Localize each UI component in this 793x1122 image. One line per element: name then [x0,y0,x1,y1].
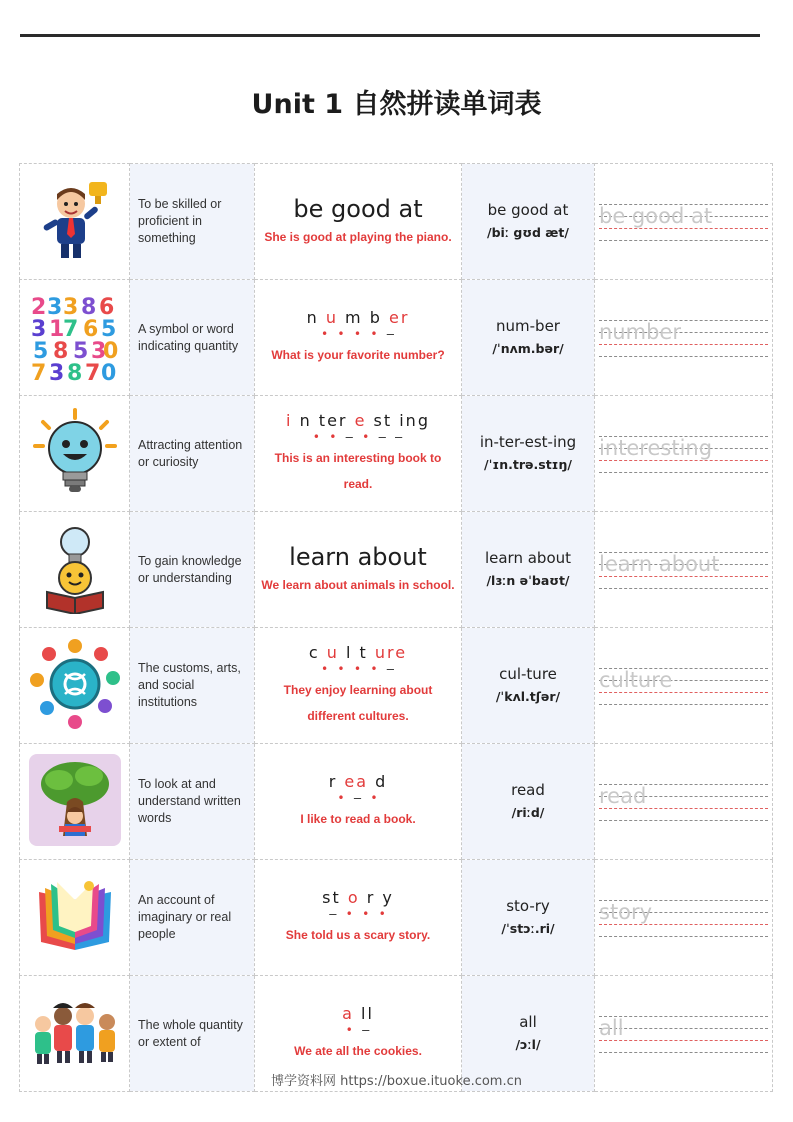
tracing-lines [595,164,772,279]
tracing-cell [595,512,773,628]
svg-text:3: 3 [48,360,64,382]
syllable-cell [462,512,595,628]
word-segment: y [375,887,394,907]
example-sentence: They enjoy learning about different cultures. [283,682,433,723]
tracing-word: learn about [599,552,720,576]
short-sound-mark: • [320,326,330,341]
word-row [20,280,773,396]
syllable-split: sto-ry [506,896,550,915]
phonics-word [255,411,461,431]
guide-line [599,576,768,577]
ipa-transcription: /biː gʊd æt/ [487,224,569,240]
kids-group-icon [29,986,121,1078]
definition-cell [130,396,255,512]
word-segment: b [362,307,382,327]
ipa-transcription: /ˈstɔː.ri/ [501,920,555,936]
guide-line [599,356,768,357]
syllable-cell [462,164,595,280]
guide-line [599,1016,768,1017]
ipa-transcription: /ˈkʌl.tʃər/ [495,688,561,704]
tracing-word: number [599,320,681,344]
trophy-man-icon [29,174,121,266]
definition-cell [130,512,255,628]
tracing-lines [595,396,772,511]
svg-text:3: 3 [30,316,46,342]
syllable-cell [462,396,595,512]
word-segment: st [322,887,341,907]
tracing-lines [595,628,772,743]
picture-cell [20,164,130,280]
footer-watermark: 博学资料网 https://boxue.ituoke.com.cn [271,1074,522,1089]
svg-text:8: 8 [52,338,68,364]
page-title: Unit 1 自然拼读单词表 [251,89,542,120]
ipa-transcription: /lɜːn əˈbaʊt/ [486,572,570,588]
short-sound-mark: • [329,326,346,341]
svg-text:5: 5 [72,338,88,364]
example-sentence: She is good at playing the piano. [264,229,452,244]
guide-line [599,808,768,809]
phonics-word [255,643,461,663]
tracing-lines [595,860,772,975]
short-sound-mark: • [320,661,330,676]
numbers-icon [29,290,121,382]
word-segment: t [352,642,368,662]
lightbulb-face-icon [29,406,121,498]
ipa-transcription: /riːd/ [511,804,545,820]
word-segment: st [366,410,393,430]
syllable-split: cul-ture [499,664,557,683]
phonics-word [255,542,461,572]
short-sound-mark: • [370,906,387,921]
example-sentence: We learn about animals in school. [261,577,455,592]
definition-cell [130,628,255,744]
guide-line [599,1052,768,1053]
tracing-word: read [599,784,647,808]
short-sound-mark: • [353,429,371,444]
guide-line [599,1040,768,1041]
svg-text:0: 0 [102,338,118,364]
short-sound-mark: • [345,1022,354,1037]
word-segment: l [338,642,353,662]
short-sound-mark: • [345,326,363,341]
svg-text:0: 0 [100,360,116,382]
short-sound-mark: • [312,429,321,444]
phonics-marks [255,431,461,445]
phonics-marks [255,908,461,922]
word-segment: c [308,642,320,662]
word-row [20,164,773,280]
phonics-marks [255,328,461,342]
word-segment: ing [392,410,430,430]
short-sound-mark: • [362,326,379,341]
word-segment: n [292,410,312,430]
guide-line [599,588,768,589]
word-segment: ter [311,410,348,430]
short-sound-mark: • [329,661,346,676]
definition-cell [130,744,255,860]
long-sound-mark: — [386,429,404,444]
word-segment: learn about [289,542,427,571]
tracing-word: interesting [599,436,713,460]
phonics-word [255,1004,461,1024]
word-segment: er [381,307,410,327]
bulb-reading-icon [29,522,121,614]
syllable-cell [462,744,595,860]
short-sound-mark: • [320,429,338,444]
short-sound-mark: • [362,790,379,805]
svg-text:6: 6 [98,294,114,320]
example-sentence: I like to read a book. [300,811,416,826]
svg-text:3: 3 [90,338,106,364]
guide-line [599,820,768,821]
syllable-split: num-ber [496,316,560,335]
phonics-marks [255,1024,461,1038]
definition-text: To gain knowledge or understanding [138,553,242,585]
definition-cell [130,860,255,976]
word-cell [255,860,462,976]
guide-line [599,228,768,229]
word-segment: e [347,410,367,430]
svg-text:7: 7 [84,360,100,382]
definition-text: To look at and understand written words [138,777,241,825]
svg-text:6: 6 [82,316,98,342]
tracing-cell [595,744,773,860]
syllable-split: read [511,780,545,799]
word-segment: d [368,771,388,791]
guide-line [599,472,768,473]
word-segment: i [286,410,293,430]
word-cell [255,512,462,628]
syllable-cell [462,628,595,744]
word-segment: a [342,1003,354,1023]
guide-line [599,1028,768,1029]
tree-reader-icon [29,754,121,846]
svg-text:1: 1 [48,316,64,342]
example-sentence: We ate all the cookies. [294,1043,422,1058]
word-segment: u [318,307,338,327]
definition-text: The whole quantity or extent of [138,1017,243,1049]
picture-cell [20,280,130,396]
picture-cell [20,860,130,976]
long-sound-mark: — [370,429,387,444]
word-row [20,396,773,512]
short-sound-mark: • [362,661,379,676]
svg-text:5: 5 [100,316,116,342]
phonics-word [255,308,461,328]
svg-text:3: 3 [62,294,78,320]
tracing-lines [595,512,772,627]
phonics-marks [255,663,461,677]
guide-line [599,936,768,937]
picture-cell [20,396,130,512]
syllable-split: in-ter-est-ing [479,432,577,451]
definition-cell [130,164,255,280]
word-segment: r [359,887,376,907]
word-segment: ea [337,771,369,791]
short-sound-mark: • [337,790,346,805]
word-segment: be good at [293,194,423,223]
syllable-split: all [519,1012,537,1031]
word-segment: ure [367,642,408,662]
long-sound-mark: — [378,326,396,341]
top-rule [20,34,760,37]
example-sentence: This is an interesting book to read. [274,450,442,491]
guide-line [599,704,768,705]
short-sound-mark: • [353,906,371,921]
tracing-lines [595,280,772,395]
long-sound-mark: — [353,1022,371,1037]
word-segment: o [340,887,360,907]
word-cell [255,396,462,512]
word-segment: ll [353,1003,374,1023]
svg-text:5: 5 [32,338,48,364]
svg-text:8: 8 [66,360,82,382]
syllable-cell [462,860,595,976]
long-sound-mark: — [345,790,363,805]
ipa-transcription: /ˈnʌm.bər/ [492,340,564,356]
short-sound-mark: • [345,661,363,676]
tracing-word: story [599,900,653,924]
guide-line [599,240,768,241]
word-segment: r [328,771,338,791]
definition-cell [130,280,255,396]
svg-text:7: 7 [30,360,46,382]
tracing-lines [595,744,772,859]
guide-line [599,460,768,461]
picture-cell [20,744,130,860]
svg-text:8: 8 [80,294,96,320]
word-row [20,744,773,860]
syllable-split: learn about [484,548,572,567]
ipa-transcription: /ˈɪn.trə.stɪŋ/ [484,456,572,472]
word-row [20,512,773,628]
svg-text:3: 3 [46,294,62,320]
example-sentence: She told us a scary story. [285,927,431,942]
guide-line [599,924,768,925]
definition-text: To be skilled or proficient in something [138,197,222,245]
culture-globe-icon [29,638,121,730]
syllable-cell [462,280,595,396]
tracing-cell [595,280,773,396]
svg-text:7: 7 [62,316,78,342]
picture-cell [20,628,130,744]
definition-text: An account of imaginary or real people [138,893,232,941]
ipa-transcription: /ɔːl/ [515,1036,541,1052]
long-sound-mark: — [337,429,354,444]
short-sound-mark: • [337,906,354,921]
tracing-cell [595,164,773,280]
tracing-cell [595,396,773,512]
word-segment: u [319,642,339,662]
tracing-cell [595,628,773,744]
picture-cell [20,512,130,628]
long-sound-mark: — [329,906,338,921]
definition-text: The customs, arts, and social institutions [138,661,241,709]
guide-line [599,344,768,345]
word-row [20,628,773,744]
word-segment: m [337,307,363,327]
tracing-cell [595,860,773,976]
syllable-split: be good at [487,200,569,219]
word-cell [255,744,462,860]
word-table [19,163,773,1092]
word-row [20,860,773,976]
definition-text: Attracting attention or curiosity [138,437,243,469]
example-sentence: What is your favorite number? [271,347,445,362]
word-cell [255,164,462,280]
word-cell [255,628,462,744]
phonics-word [255,194,461,224]
tracing-word: all [599,1016,624,1040]
phonics-word [255,772,461,792]
story-book-icon [29,870,121,962]
definition-text: A symbol or word indicating quantity [138,321,239,353]
phonics-marks [255,792,461,806]
tracing-word: culture [599,668,673,692]
word-cell [255,280,462,396]
svg-text:2: 2 [30,294,46,320]
long-sound-mark: — [378,661,396,676]
guide-line [599,692,768,693]
tracing-word: be good at [599,204,713,228]
phonics-word [255,888,461,908]
word-segment: n [306,307,319,327]
